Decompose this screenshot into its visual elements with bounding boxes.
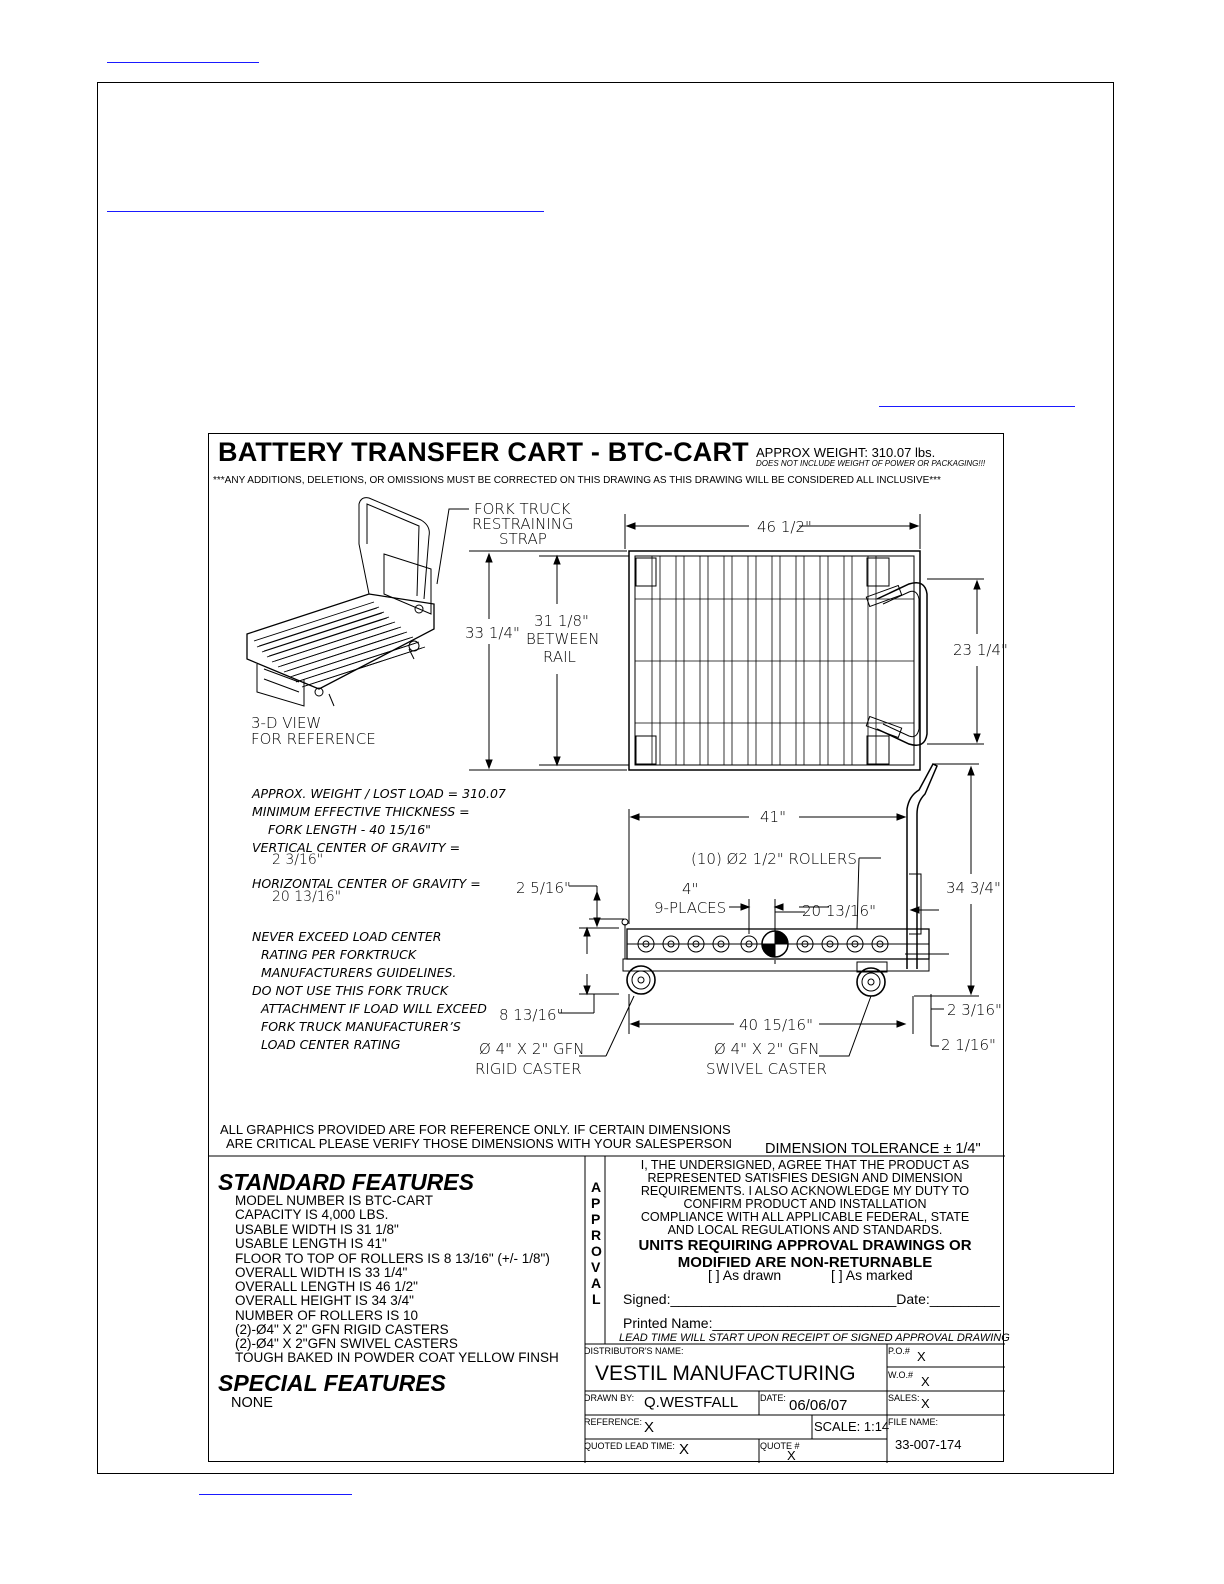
wo-label: W.O.# [888,1370,914,1380]
standard-feature: MODEL NUMBER IS BTC-CART [235,1193,434,1208]
file-name-value: 33-007-174 [895,1437,962,1452]
date-value: 06/06/07 [789,1397,848,1414]
rigid-caster-1: Ø 4" X 2" GFN [479,1040,585,1058]
approval-letter: R [591,1227,602,1243]
drawing-sheet [208,433,1010,1463]
link-underline-bottom[interactable] [199,1494,352,1495]
lead-time-note: LEAD TIME WILL START UPON RECEIPT OF SIGNED APPROVAL DRAWING [619,1332,1010,1344]
dim-base: 40 15/16" [739,1016,813,1034]
dim-overall-length: 46 1/2" [757,518,812,536]
standard-feature: TOUGH BAKED IN POWDER COAT YELLOW FINSH [235,1350,559,1365]
standard-feature: CAPACITY IS 4,000 LBS. [235,1207,389,1222]
strap-callout-3: STRAP [499,530,547,548]
dim-spacing-2: 9-PLACES [654,899,727,917]
date-label: DATE: [760,1393,786,1403]
spec-line: MINIMUM EFFECTIVE THICKNESS = [252,804,470,819]
dim-rollers: (10) Ø2 1/2" ROLLERS [691,850,857,868]
spec-line: NEVER EXCEED LOAD CENTER [252,929,442,944]
reference-label: REFERENCE: [584,1417,643,1427]
strap-callout-2: RESTRAINING [472,515,574,533]
approval-letter: V [591,1259,601,1275]
rigid-caster-2: RIGID CASTER [475,1060,582,1078]
view3d-callout-1: 3-D VIEW [251,714,322,732]
approval-warning: UNITS REQUIRING APPROVAL DRAWINGS OR [638,1237,972,1254]
as-drawn-checkbox[interactable]: [ ] As drawn [708,1267,782,1283]
weight-note: DOES NOT INCLUDE WEIGHT OF POWER OR PACKAGING!!! [756,459,986,468]
standard-feature: NUMBER OF ROLLERS IS 10 [235,1308,419,1323]
po-value: X [917,1349,926,1364]
standard-feature: OVERALL LENGTH IS 46 1/2" [235,1279,418,1294]
tolerance: DIMENSION TOLERANCE ± 1/4" [765,1141,981,1157]
standard-feature: (2)-Ø4" X 2"GFN SWIVEL CASTERS [235,1336,458,1351]
sales-value: X [921,1396,930,1411]
approval-line: COMPLIANCE WITH ALL APPLICABLE FEDERAL, STATE [640,1210,970,1224]
spec-line: 2 3/16" [272,852,324,868]
inclusive-note: ***ANY ADDITIONS, DELETIONS, OR OMISSIONS MUST BE CORRECTED ON THIS DRAWING AS THIS DRAWING WILL BE CONSIDERED ALL INCLUSIVE*** [213,475,941,486]
disclaimer-2: ARE CRITICAL PLEASE VERIFY THOSE DIMENSIONS WITH YOUR SALESPERSON [226,1136,732,1151]
approval-line: I, THE UNDERSIGNED, AGREE THAT THE PRODUCT AS [640,1158,970,1172]
special-features-value: NONE [231,1395,273,1411]
drawn-by-value: Q.WESTFALL [644,1394,739,1411]
standard-feature: USABLE WIDTH IS 31 1/8" [235,1222,399,1237]
signed-line[interactable]: Signed:_____________________________Date:_________ [623,1291,1000,1307]
quote-label: QUOTE # [760,1441,800,1451]
standard-feature: FLOOR TO TOP OF ROLLERS IS 8 13/16" (+/- 1/8") [235,1251,550,1266]
swivel-caster-1: Ø 4" X 2" GFN [714,1040,820,1058]
dim-between-rail-1: 31 1/8" [534,612,589,630]
approval-statement [605,1159,1005,1271]
spec-line: LOAD CENTER RATING [261,1037,401,1052]
dim-roller-height: 8 13/16" [499,1006,564,1024]
wo-value: X [921,1374,930,1389]
view3d-callout-2: FOR REFERENCE [251,730,376,748]
dim-height: 34 3/4" [946,879,1001,897]
dim-2316: 2 3/16" [947,1001,1002,1019]
sales-label: SALES: [888,1393,920,1403]
file-name-label: FILE NAME: [888,1417,939,1427]
reference-value: X [644,1419,655,1436]
standard-feature: USABLE LENGTH IS 41" [235,1236,387,1251]
drawing-title: BATTERY TRANSFER CART - BTC-CART [218,437,749,467]
dim-handle-width: 23 1/4" [953,641,1008,659]
approval-letter: P [591,1211,601,1227]
spec-line: FORK LENGTH - 40 15/16" [268,822,431,837]
spec-line: APPROX. WEIGHT / LOST LOAD = 310.07 [252,786,506,801]
dim-2116: 2 1/16" [941,1036,996,1054]
spec-line: DO NOT USE THIS FORK TRUCK [252,983,449,998]
spec-line: VERTICAL CENTER OF GRAVITY = [252,840,461,855]
standard-features-title: STANDARD FEATURES [218,1169,474,1195]
spec-line: HORIZONTAL CENTER OF GRAVITY = [252,876,481,891]
distributor-label: DISTRIBUTOR'S NAME: [584,1346,684,1356]
special-features-title: SPECIAL FEATURES [218,1370,446,1396]
approval-letter: O [591,1243,602,1259]
approval-line: REQUIREMENTS. I ALSO ACKNOWLEDGE MY DUTY TO [640,1184,970,1198]
spec-line: MANUFACTURERS GUIDELINES. [261,965,457,980]
dim-between-rail-3: RAIL [543,648,576,666]
standard-feature: OVERALL WIDTH IS 33 1/4" [235,1265,408,1280]
dim-overall-width: 33 1/4" [465,624,520,642]
lead-time-label: QUOTED LEAD TIME: [584,1441,675,1451]
quote-value: X [787,1448,796,1463]
cart-top-view [629,551,927,770]
drawn-by-label: DRAWN BY: [584,1393,635,1403]
spec-line: FORK TRUCK MANUFACTURER’S [261,1019,461,1034]
printed-name-line[interactable]: Printed Name:_____________________________________ [623,1315,1001,1331]
disclaimer-1: ALL GRAPHICS PROVIDED ARE FOR REFERENCE ONLY. IF CERTAIN DIMENSIONS [220,1122,731,1137]
link-underline-top[interactable] [107,62,259,63]
spec-line: RATING PER FORKTRUCK [261,947,417,962]
strap-callout-1: FORK TRUCK [474,500,571,518]
swivel-caster-2: SWIVEL CASTER [706,1060,827,1078]
approval-warning: MODIFIED ARE NON-RETURNABLE [677,1254,933,1271]
distributor-name: VESTIL MANUFACTURING [595,1362,856,1385]
cart-side-view [622,764,949,996]
po-label: P.O.# [888,1346,910,1356]
scale: SCALE: 1:14 [814,1419,890,1434]
approval-letter: P [591,1195,601,1211]
approx-weight: APPROX WEIGHT: 310.07 lbs. [756,445,936,460]
approval-line: REPRESENTED SATISFIES DESIGN AND DIMENSION [647,1171,963,1185]
approval-letter: L [592,1291,601,1307]
cart-3d-view [247,498,434,706]
standard-feature: OVERALL HEIGHT IS 34 3/4" [235,1293,414,1308]
dim-between-rail-2: BETWEEN [526,630,600,648]
spec-line: ATTACHMENT IF LOAD WILL EXCEED [261,1001,487,1016]
standard-feature: (2)-Ø4" X 2" GFN RIGID CASTERS [235,1322,449,1337]
dim-left-2516: 2 5/16" [516,879,571,897]
approval-line: AND LOCAL REGULATIONS AND STANDARDS. [667,1223,943,1237]
dim-spacing-1: 4" [682,880,699,898]
spec-line: 20 13/16" [272,889,342,905]
approval-letter: A [591,1179,602,1195]
as-marked-checkbox[interactable]: [ ] As marked [831,1267,913,1283]
dim-length-41: 41" [760,808,786,826]
approval-line: CONFIRM PRODUCT AND INSTALLATION [683,1197,927,1211]
dim-h-cg: 20 13/16" [802,902,876,920]
approval-letter: A [591,1275,602,1291]
lead-time-value: X [679,1441,690,1458]
